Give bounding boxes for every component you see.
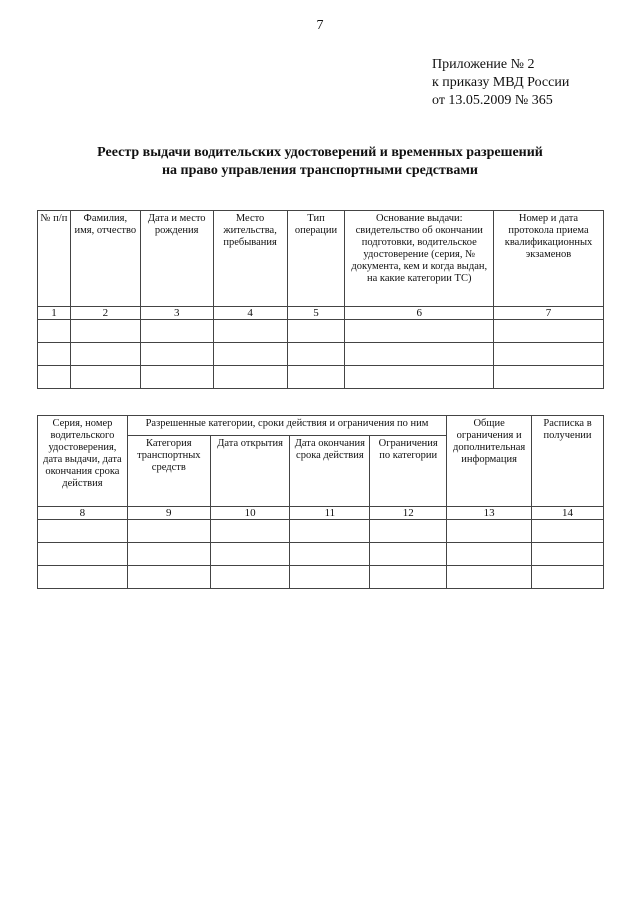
column-number: 11	[290, 507, 370, 520]
header-cell: Общие ограничения и дополнительная информация	[447, 416, 532, 507]
title-line: на право управления транспортными средствами	[161, 163, 478, 178]
title-line: Реестр выдачи водительских удостоверений и временных разрешений	[97, 145, 543, 160]
column-number: 1	[38, 307, 71, 320]
header-cell: Серия, номер водительского удостоверения, дата выдачи, дата окончания срока действия	[38, 416, 128, 507]
column-number: 8	[38, 507, 128, 520]
table-row	[38, 543, 604, 566]
document-title	[0, 144, 640, 180]
appendix-line: Приложение № 2	[432, 57, 535, 72]
column-number: 5	[287, 307, 345, 320]
column-number: 2	[70, 307, 140, 320]
number-row	[38, 507, 604, 520]
column-number: 12	[370, 507, 447, 520]
column-number: 3	[140, 307, 213, 320]
column-number: 7	[494, 307, 604, 320]
appendix-line: к приказу МВД России	[432, 75, 570, 90]
header-cell: Дата открытия	[210, 436, 290, 507]
column-number: 4	[213, 307, 287, 320]
header-row	[38, 211, 604, 307]
registry-table-1	[37, 210, 604, 389]
header-cell: Категория транспортных средств	[127, 436, 210, 507]
header-cell: Тип операции	[287, 211, 345, 307]
table-row	[38, 566, 604, 589]
column-number: 13	[447, 507, 532, 520]
page-number: 7	[316, 18, 324, 33]
registry-table-2	[37, 415, 604, 589]
header-group-cell: Разрешенные категории, сроки действия и ограничения по ним	[127, 416, 446, 436]
appendix-note	[432, 56, 569, 110]
header-cell: Номер и дата протокола приема квалификационных экзаменов	[494, 211, 604, 307]
table-row	[38, 520, 604, 543]
header-cell: Фамилия, имя, отчество	[70, 211, 140, 307]
table-row	[38, 343, 604, 366]
column-number: 9	[127, 507, 210, 520]
header-cell: Дата и место рождения	[140, 211, 213, 307]
header-cell: Дата окончания срока действия	[290, 436, 370, 507]
header-cell: № п/п	[38, 211, 71, 307]
header-cell: Расписка в получении	[532, 416, 604, 507]
header-cell: Место жительства, пребывания	[213, 211, 287, 307]
header-row	[38, 416, 604, 436]
number-row	[38, 307, 604, 320]
header-cell: Основание выдачи: свидетельство об окончании подготовки, водительское удостоверение (серия, № документа, кем и когда выдан, на какие категории ТС)	[345, 211, 494, 307]
table-row	[38, 366, 604, 389]
column-number: 6	[345, 307, 494, 320]
header-cell: Ограничения по категории	[370, 436, 447, 507]
table-row	[38, 320, 604, 343]
column-number: 14	[532, 507, 604, 520]
appendix-line: от 13.05.2009 № 365	[432, 93, 553, 108]
column-number: 10	[210, 507, 290, 520]
